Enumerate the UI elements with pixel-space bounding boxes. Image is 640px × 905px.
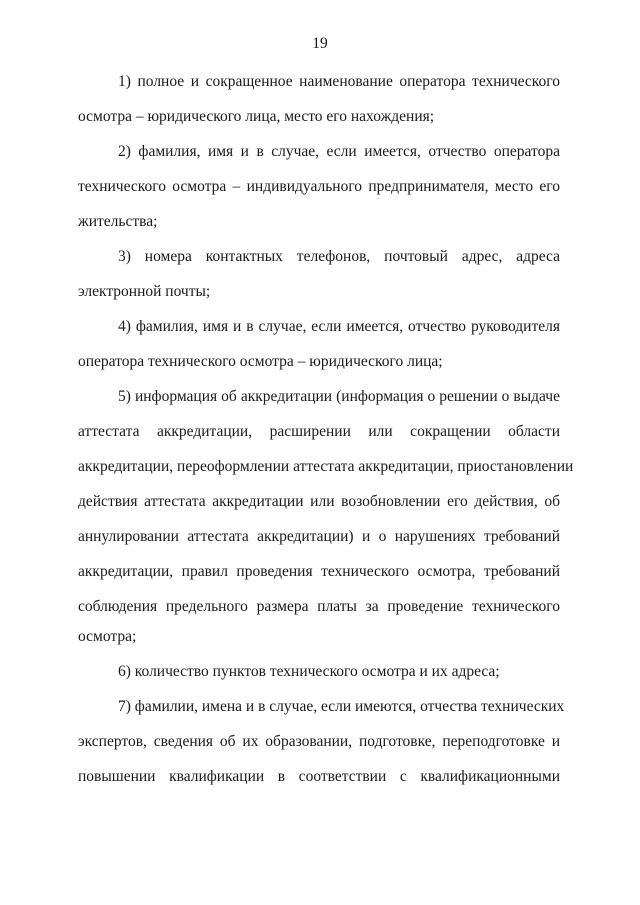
- text-line: аккредитации, правил проведения технического осмотра, требований: [78, 563, 560, 580]
- text-line: осмотра – юридического лица, место его нахождения;: [78, 108, 435, 125]
- text-line: экспертов, сведения об их образовании, подготовке, переподготовке и: [78, 733, 560, 750]
- text-line: жительства;: [78, 213, 158, 230]
- text-line: 5) информация об аккредитации (информация о решении о выдаче: [118, 388, 560, 405]
- page-number: 19: [312, 35, 328, 52]
- text-line: 2) фамилия, имя и в случае, если имеется, отчество оператора: [118, 143, 560, 160]
- text-line: аннулировании аттестата аккредитации) и о нарушениях требований: [78, 528, 560, 545]
- text-line: электронной почты;: [78, 283, 211, 300]
- text-line: соблюдения предельного размера платы за проведение технического: [78, 598, 560, 615]
- text-line: 6) количество пунктов технического осмотра и их адреса;: [118, 663, 500, 680]
- text-line: 1) полное и сокращенное наименование оператора технического: [118, 73, 560, 90]
- text-line: технического осмотра – индивидуального предпринимателя, место его: [78, 178, 560, 195]
- text-line: осмотра;: [78, 628, 137, 645]
- text-line: повышении квалификации в соответствии с квалификационными: [78, 768, 560, 785]
- text-line: оператора технического осмотра – юридического лица;: [78, 353, 443, 370]
- text-line: аккредитации, переоформлении аттестата аккредитации, приостановлении: [78, 458, 574, 475]
- text-line: 7) фамилии, имена и в случае, если имеются, отчества технических: [118, 698, 565, 715]
- text-line: аттестата аккредитации, расширении или сокращении области: [78, 423, 560, 440]
- text-line: 4) фамилия, имя и в случае, если имеется, отчество руководителя: [118, 318, 560, 335]
- text-line: 3) номера контактных телефонов, почтовый адрес, адреса: [118, 248, 560, 265]
- text-line: действия аттестата аккредитации или возобновлении его действия, об: [78, 493, 560, 510]
